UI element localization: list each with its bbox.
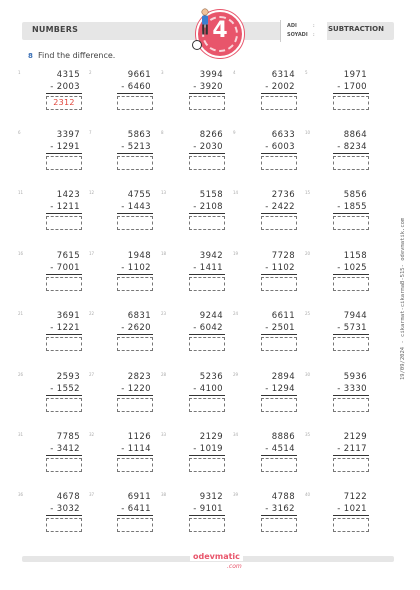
minuend: 3994 [199, 70, 223, 80]
problem-item [233, 311, 299, 363]
problem-number: 35 [305, 432, 311, 437]
subtrahend: - 2030 [193, 142, 223, 152]
problem-number: 4 [233, 70, 236, 75]
answer-box[interactable] [117, 337, 153, 351]
problem-item [89, 311, 155, 363]
problem-item [89, 432, 155, 484]
subtraction-line [333, 395, 369, 396]
subtrahend: - 5731 [337, 323, 367, 333]
answer-box[interactable] [333, 277, 369, 291]
problem-item [18, 130, 84, 182]
problem-number: 2 [89, 70, 92, 75]
subtrahend: - 1025 [337, 263, 367, 273]
problem-number: 13 [161, 190, 167, 195]
problem-number: 10 [305, 130, 311, 135]
problem-item [18, 492, 84, 544]
answer-box[interactable] [333, 518, 369, 532]
subtrahend: - 6042 [193, 323, 223, 333]
minuend: 2129 [343, 432, 367, 442]
subtrahend: - 8234 [337, 142, 367, 152]
subtraction-line [261, 213, 297, 214]
answer-box[interactable] [189, 216, 225, 230]
subtraction-line [117, 213, 153, 214]
problem-item [161, 492, 227, 544]
problem-number: 11 [18, 190, 24, 195]
subtrahend: - 2108 [193, 202, 223, 212]
problem-item [233, 251, 299, 303]
subtraction-line [46, 213, 82, 214]
subtraction-line [261, 515, 297, 516]
subtrahend: - 1102 [121, 263, 151, 273]
subtraction-line [189, 515, 225, 516]
answer-box[interactable] [189, 96, 225, 110]
problem-number: 31 [18, 432, 24, 437]
problem-number: 3 [161, 70, 164, 75]
minuend: 1126 [127, 432, 151, 442]
problem-item [161, 311, 227, 363]
answer-box[interactable] [261, 398, 297, 412]
minuend: 3691 [56, 311, 80, 321]
answer-box[interactable] [333, 398, 369, 412]
subtrahend: - 6411 [121, 504, 151, 514]
minuend: 3942 [199, 251, 223, 261]
minuend: 6633 [271, 130, 295, 140]
answer-box[interactable] [46, 518, 82, 532]
minuend: 1423 [56, 190, 80, 200]
minuend: 7944 [343, 311, 367, 321]
answer-box[interactable] [189, 156, 225, 170]
subtraction-line [333, 334, 369, 335]
minuend: 3397 [56, 130, 80, 140]
name-label: ADI [287, 23, 297, 29]
subtraction-line [189, 274, 225, 275]
answer-box[interactable] [46, 277, 82, 291]
answer-box[interactable] [261, 216, 297, 230]
subtraction-line [46, 274, 82, 275]
problem-number: 17 [89, 251, 95, 256]
problem-number: 15 [305, 190, 311, 195]
subtrahend: - 4514 [265, 444, 295, 454]
minuend: 7728 [271, 251, 295, 261]
answer-box[interactable] [261, 277, 297, 291]
subtraction-line [46, 455, 82, 456]
minuend: 7615 [56, 251, 80, 261]
subtrahend: - 3330 [337, 384, 367, 394]
subtraction-line [189, 455, 225, 456]
problem-number: 5 [305, 70, 308, 75]
problem-item [305, 432, 371, 484]
footer-logo: odevmatic [190, 552, 243, 561]
subtraction-line [261, 274, 297, 275]
answer-box[interactable] [189, 398, 225, 412]
surname-colon: : [313, 32, 315, 38]
side-watermark-text: 19/09/2024 - cikarmat-cikarmaB-515- odevmatik.com [400, 217, 406, 380]
problem-item [18, 311, 84, 363]
problem-number: 29 [233, 372, 239, 377]
subtrahend: - 1221 [50, 323, 80, 333]
problem-number: 19 [233, 251, 239, 256]
minuend: 9312 [199, 492, 223, 502]
minuend: 5856 [343, 190, 367, 200]
problem-item [89, 70, 155, 122]
subtraction-line [261, 455, 297, 456]
problem-item [89, 251, 155, 303]
subtrahend: - 9101 [193, 504, 223, 514]
problem-number: 7 [89, 130, 92, 135]
problem-number: 25 [305, 311, 311, 316]
subtraction-line [261, 153, 297, 154]
answer-box[interactable] [117, 156, 153, 170]
problem-item [161, 130, 227, 182]
footer-domain: .com [227, 563, 242, 570]
subtrahend: - 3412 [50, 444, 80, 454]
minuend: 4315 [56, 70, 80, 80]
subtraction-line [333, 515, 369, 516]
subtrahend: - 7001 [50, 263, 80, 273]
answer-box[interactable] [261, 96, 297, 110]
problem-number: 22 [89, 311, 95, 316]
problem-number: 8 [161, 130, 164, 135]
instruction-text: Find the difference. [38, 51, 116, 60]
subtraction-line [261, 395, 297, 396]
minuend: 4755 [127, 190, 151, 200]
answer-box[interactable] [333, 458, 369, 472]
answer-box[interactable] [117, 458, 153, 472]
subtrahend: - 1211 [50, 202, 80, 212]
subtraction-line [117, 93, 153, 94]
minuend: 2593 [56, 372, 80, 382]
answer-box[interactable] [333, 156, 369, 170]
subtraction-line [117, 395, 153, 396]
problem-number: 20 [305, 251, 311, 256]
problem-number: 27 [89, 372, 95, 377]
answer-box[interactable] [189, 458, 225, 472]
surname-label: SOYADI [287, 32, 308, 38]
answer-box[interactable] [189, 277, 225, 291]
problem-item [89, 372, 155, 424]
minuend: 6911 [127, 492, 151, 502]
minuend: 5863 [127, 130, 151, 140]
problem-item [161, 251, 227, 303]
problem-item [233, 70, 299, 122]
problem-item [18, 372, 84, 424]
problem-item [161, 372, 227, 424]
answer-box[interactable] [117, 96, 153, 110]
page-title: NUMBERS [32, 25, 79, 34]
problem-item [233, 432, 299, 484]
problem-number: 26 [18, 372, 24, 377]
problem-number: 23 [161, 311, 167, 316]
subtraction-line [117, 334, 153, 335]
answer-box[interactable] [333, 337, 369, 351]
problem-item [89, 190, 155, 242]
subtraction-line [333, 455, 369, 456]
problem-item [305, 130, 371, 182]
subtraction-line [117, 455, 153, 456]
subtraction-line [117, 153, 153, 154]
problem-number: 38 [161, 492, 167, 497]
problem-item [18, 432, 84, 484]
subtraction-line [333, 93, 369, 94]
subtrahend: - 1855 [337, 202, 367, 212]
subtraction-line [46, 153, 82, 154]
subtraction-line [189, 213, 225, 214]
subtraction-line [189, 334, 225, 335]
minuend: 8266 [199, 130, 223, 140]
answer-box[interactable] [189, 337, 225, 351]
name-colon: : [313, 23, 315, 29]
subtrahend: - 1443 [121, 202, 151, 212]
subtrahend: - 3920 [193, 82, 223, 92]
minuend: 5936 [343, 372, 367, 382]
grade-number: 4 [212, 18, 228, 43]
answer-box[interactable] [117, 398, 153, 412]
subtrahend: - 4100 [193, 384, 223, 394]
subtrahend: - 2620 [121, 323, 151, 333]
problem-item [161, 432, 227, 484]
answer-box[interactable] [333, 216, 369, 230]
problem-item [18, 190, 84, 242]
minuend: 2894 [271, 372, 295, 382]
problem-item [233, 492, 299, 544]
problem-item [305, 251, 371, 303]
minuend: 2736 [271, 190, 295, 200]
subtrahend: - 2003 [50, 82, 80, 92]
subtrahend: - 1291 [50, 142, 80, 152]
problem-item [305, 190, 371, 242]
answer-box[interactable] [46, 398, 82, 412]
problem-item [305, 372, 371, 424]
problem-number: 34 [233, 432, 239, 437]
answer-box[interactable] [117, 216, 153, 230]
subtrahend: - 1114 [121, 444, 151, 454]
subtrahend: - 1700 [337, 82, 367, 92]
problem-item [305, 492, 371, 544]
subtrahend: - 1411 [193, 263, 223, 273]
answer-box[interactable] [46, 216, 82, 230]
answer-box[interactable] [189, 518, 225, 532]
subtraction-line [117, 515, 153, 516]
subtrahend: - 1294 [265, 384, 295, 394]
subtrahend: - 6460 [121, 82, 151, 92]
problem-number: 32 [89, 432, 95, 437]
problem-number: 16 [18, 251, 24, 256]
answer-box[interactable] [261, 518, 297, 532]
problem-number: 14 [233, 190, 239, 195]
subtraction-line [46, 93, 82, 94]
problem-number: 39 [233, 492, 239, 497]
minuend: 2823 [127, 372, 151, 382]
subtrahend: - 5213 [121, 142, 151, 152]
subtraction-line [189, 153, 225, 154]
subtraction-line [189, 395, 225, 396]
subtraction-line [117, 274, 153, 275]
problem-item [18, 70, 84, 122]
problem-item [305, 311, 371, 363]
problem-number: 12 [89, 190, 95, 195]
problem-item [161, 190, 227, 242]
answer-box[interactable] [46, 156, 82, 170]
answer-box[interactable] [46, 337, 82, 351]
subtraction-line [189, 93, 225, 94]
minuend: 4788 [271, 492, 295, 502]
minuend: 5158 [199, 190, 223, 200]
subtrahend: - 2002 [265, 82, 295, 92]
problem-number: 21 [18, 311, 24, 316]
minuend: 5236 [199, 372, 223, 382]
problem-number: 28 [161, 372, 167, 377]
subtraction-line [333, 153, 369, 154]
minuend: 8864 [343, 130, 367, 140]
problem-number: 36 [18, 492, 24, 497]
problem-number: 33 [161, 432, 167, 437]
minuend: 7785 [56, 432, 80, 442]
minuend: 6314 [271, 70, 295, 80]
minuend: 9244 [199, 311, 223, 321]
answer-box[interactable] [117, 277, 153, 291]
subtrahend: - 2422 [265, 202, 295, 212]
minuend: 1948 [127, 251, 151, 261]
minuend: 1158 [343, 251, 367, 261]
subtraction-line [333, 274, 369, 275]
subtrahend: - 2501 [265, 323, 295, 333]
answer-box[interactable] [261, 458, 297, 472]
answer-box[interactable] [261, 337, 297, 351]
subtrahend: - 6003 [265, 142, 295, 152]
problem-item [161, 70, 227, 122]
minuend: 4678 [56, 492, 80, 502]
problem-number: 24 [233, 311, 239, 316]
problem-item [305, 70, 371, 122]
problem-item [233, 372, 299, 424]
answer-box[interactable] [333, 96, 369, 110]
subtrahend: - 1552 [50, 384, 80, 394]
subtrahend: - 1021 [337, 504, 367, 514]
minuend: 2129 [199, 432, 223, 442]
answer-box[interactable]: 2312 [46, 96, 82, 110]
subtraction-line [46, 515, 82, 516]
minuend: 8886 [271, 432, 295, 442]
subtrahend: - 3032 [50, 504, 80, 514]
problem-number: 37 [89, 492, 95, 497]
subtraction-line [333, 213, 369, 214]
answer-box[interactable] [46, 458, 82, 472]
problem-item [233, 130, 299, 182]
problem-item [89, 492, 155, 544]
minuend: 6831 [127, 311, 151, 321]
problem-number: 6 [18, 130, 21, 135]
subtraction-line [261, 334, 297, 335]
problem-number: 30 [305, 372, 311, 377]
answer-box[interactable] [117, 518, 153, 532]
problem-number: 18 [161, 251, 167, 256]
minuend: 6611 [271, 311, 295, 321]
subtraction-line [46, 334, 82, 335]
problem-number: 9 [233, 130, 236, 135]
problem-item [89, 130, 155, 182]
minuend: 1971 [343, 70, 367, 80]
answer-box[interactable] [261, 156, 297, 170]
subtrahend: - 2117 [337, 444, 367, 454]
minuend: 9661 [127, 70, 151, 80]
subtraction-line [261, 93, 297, 94]
problem-number: 40 [305, 492, 311, 497]
subtraction-line [46, 395, 82, 396]
subtrahend: - 3162 [265, 504, 295, 514]
instruction-marker: 8 [28, 52, 33, 60]
problem-number: 1 [18, 70, 21, 75]
subtrahend: - 1220 [121, 384, 151, 394]
problem-item [18, 251, 84, 303]
minuend: 7122 [343, 492, 367, 502]
subtrahend: - 1019 [193, 444, 223, 454]
subject-label: SUBTRACTION [328, 25, 384, 33]
problem-item [233, 190, 299, 242]
subtrahend: - 1102 [265, 263, 295, 273]
